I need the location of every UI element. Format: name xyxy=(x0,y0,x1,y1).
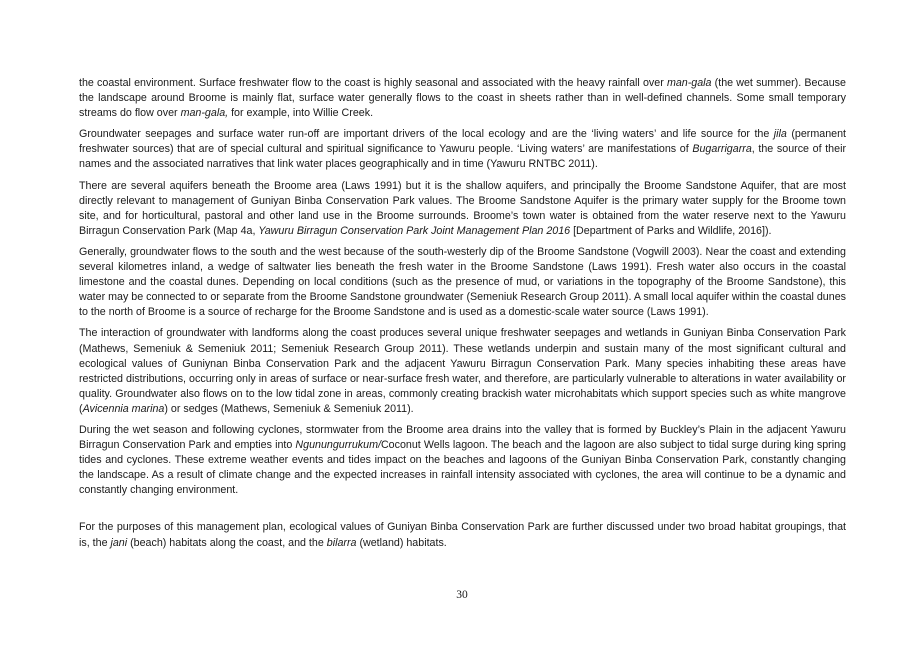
text-run: ) or sedges (Mathews, Semeniuk & Semeniuk 2011). xyxy=(164,402,414,415)
text-run: for example, into Willie Creek. xyxy=(228,107,374,120)
text-run: The interaction of groundwater with landforms along the coast produces several unique freshwater seepages and wetlands in Guniyan Binba Conservation Park (Mathews, Semeniuk & Semeniuk 2011; Semeniuk Research Group 2011). These wetlands underpin and sustain many of the most significant cultural and ecological values of Guniynan Binba Conservation Park and the adjacent Yawuru Birragun Conservation Park. Many species inhabiting these areas have restricted distributions, occurring only in areas of surface or near-surface fresh water, and therefore, are particularly vulnerable to alterations in water availability or quality. Groundwater also flows on to the low tidal zone in areas, commonly creating brackish water microhabitats which support species such as white mangrove ( xyxy=(79,327,846,415)
page-number: 30 xyxy=(456,589,468,601)
italic-term: bilarra xyxy=(326,536,357,549)
text-run: the coastal environment. Surface freshwater flow to the coast is highly seasonal and associated with the heavy rainfall over xyxy=(79,77,667,89)
paragraph-habitat-groupings xyxy=(79,520,846,550)
italic-term: Bugarrigarra xyxy=(692,143,752,156)
text-run: (the wet summer). Because the landscape around Broome is mainly flat, surface water generally flows to the coast in sheets rather than in well-defined channels. Some small temporary streams do flow over xyxy=(79,77,846,120)
text-run: (wetland) habitats. xyxy=(356,536,447,549)
text-run: Coconut Wells lagoon. The beach and the lagoon are also subject to tidal surge during king spring tides and cyclones. These extreme weather events and tides impact on the beaches and lagoons of the Guniyan Binba Conservation Park, constantly changing the landscape. As a result of climate change and the expected increases in rainfall intensity associated with cyclones, the area will continue to be a dynamic and constantly changing environment. xyxy=(79,439,846,497)
text-run: For the purposes of this management plan, ecological values of Guniyan Binba Conservation Park are further discussed under two broad habitat groupings, that is, the xyxy=(79,521,846,549)
text-run: (beach) habitats along the coast, and the xyxy=(127,536,327,549)
text-run: Groundwater seepages and surface water run-off are important drivers of the local ecology and are the ‘living waters’ and life source for the xyxy=(79,128,774,141)
paragraph-groundwater-flow xyxy=(79,245,846,320)
italic-term: Avicennia marina xyxy=(82,402,165,415)
italic-term: jani xyxy=(110,536,128,549)
italic-term: jila xyxy=(773,128,787,141)
italic-term: man-gala xyxy=(666,77,712,89)
paragraph-stormwater xyxy=(79,423,846,498)
text-run: (permanent freshwater sources) that are of special cultural and spiritual significance to Yawuru people. ‘Living waters’ are manifestations of xyxy=(79,128,846,156)
italic-term: Ngunungurrukum/ xyxy=(295,439,381,452)
paragraph-wetlands xyxy=(79,326,846,417)
paragraph-surface-water xyxy=(79,76,846,121)
paragraph-living-waters xyxy=(79,127,846,172)
text-run: During the wet season and following cyclones, stormwater from the Broome area drains into the valley that is formed by Buckley’s Plain in the adjacent Yawuru Birragun Conservation Park and empties into xyxy=(79,423,846,452)
document-body xyxy=(79,76,846,557)
text-run: Generally, groundwater flows to the south and the west because of the south-westerly dip of the Broome Sandstone (Vogwill 2003). Near the coast and extending several kilometres inland, a wedge of saltwater lies beneath the fresh water in the Broome Sandstone (Laws 1991). Fresh water also occurs in the coastal limestone and the coastal dunes. Depending on local conditions (such as the presence of mud, or variations in the topography of the Broome Sandstone), this water may be connected to or separate from the Broome Sandstone groundwater (Semeniuk Research Group 2011). A small local aquifer within the coastal dunes to the north of Broome is a source of recharge for the Broome Sandstone and is used as a domestic-scale water source (Laws 1991). xyxy=(79,245,846,319)
italic-term: Yawuru Birragun Conservation Park Joint Management Plan 2016 xyxy=(258,224,571,237)
text-run: , the source of their names and the associated narratives that link water places geographically and in time (Yawuru RNTBC 2011). xyxy=(79,143,846,171)
italic-term: man-gala, xyxy=(180,107,229,120)
text-run: There are several aquifers beneath the Broome area (Laws 1991) but it is the shallow aquifers, and principally the Broome Sandstone Aquifer, that are most directly relevant to management of Guniyan Binba Conservation Park values. The Broome Sandstone Aquifer is the primary water supply for the Broome town site, and for horticultural, pastoral and other land use in the Broome surrounds. Broome’s town water is obtained from the water reserve next to the Yawuru Birragun Conservation Park (Map 4a, xyxy=(79,179,846,237)
paragraph-aquifers xyxy=(79,179,846,239)
text-run: [Department of Parks and Wildlife, 2016]). xyxy=(570,224,772,237)
